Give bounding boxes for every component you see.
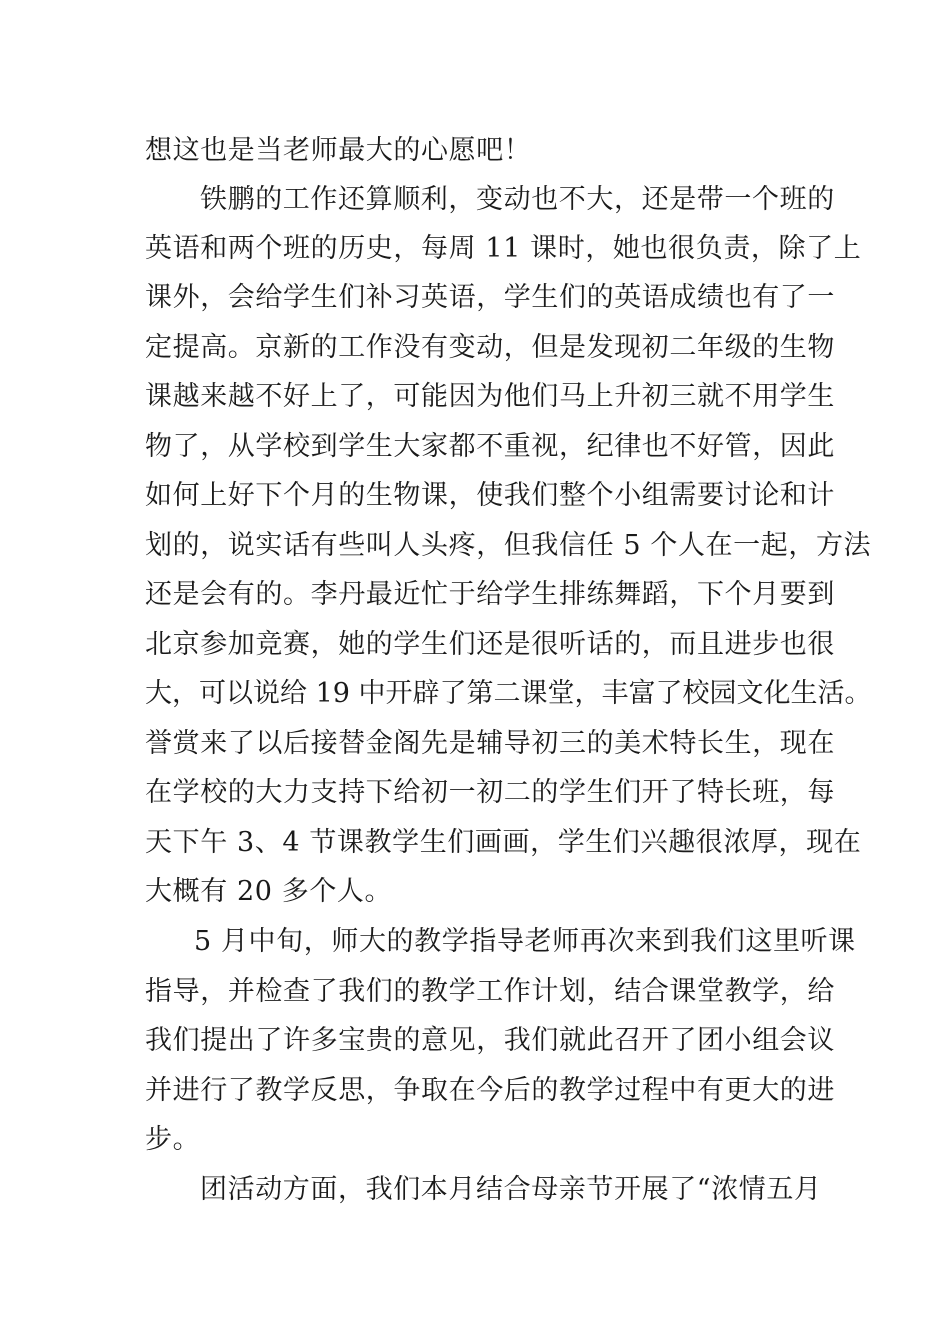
text-line-12: 大，可以说给 19 中开辟了第二课堂，丰富了校园文化生活。 xyxy=(145,678,872,709)
text-line-11: 北京参加竞赛，她的学生们还是很听话的，而且进步也很 xyxy=(145,629,835,660)
text-line-17: 5 月中旬，师大的教学指导老师再次来到我们这里听课 xyxy=(194,926,856,957)
text-line-10: 还是会有的。李丹最近忙于给学生排练舞蹈，下个月要到 xyxy=(145,579,835,610)
text-line-7: 物了，从学校到学生大家都不重视，纪律也不好管，因此 xyxy=(145,431,835,462)
text-line-1: 想这也是当老师最大的心愿吧！ xyxy=(145,135,532,166)
text-line-2: 铁鹏的工作还算顺利，变动也不大，还是带一个班的 xyxy=(200,184,835,215)
text-line-22: 团活动方面，我们本月结合母亲节开展了“浓情五月 xyxy=(200,1174,822,1205)
text-line-16: 大概有 20 多个人。 xyxy=(145,876,393,907)
text-line-6: 课越来越不好上了，可能因为他们马上升初三就不用学生 xyxy=(145,381,835,412)
text-line-8: 如何上好下个月的生物课，使我们整个小组需要讨论和计 xyxy=(145,480,835,511)
text-line-9: 划的，说实话有些叫人头疼，但我信任 5 个人在一起，方法 xyxy=(145,530,872,561)
text-line-19: 我们提出了许多宝贵的意见，我们就此召开了团小组会议 xyxy=(145,1025,835,1056)
text-line-3: 英语和两个班的历史，每周 11 课时，她也很负责，除了上 xyxy=(145,233,862,264)
text-line-20: 并进行了教学反思，争取在今后的教学过程中有更大的进 xyxy=(145,1075,835,1106)
text-line-13: 誉赏来了以后接替金阁先是辅导初三的美术特长生，现在 xyxy=(145,728,835,759)
text-line-18: 指导，并检查了我们的教学工作计划，结合课堂教学，给 xyxy=(145,976,835,1007)
text-line-5: 定提高。京新的工作没有变动，但是发现初二年级的生物 xyxy=(145,332,835,363)
text-line-15: 天下午 3、4 节课教学生们画画，学生们兴趣很浓厚，现在 xyxy=(145,827,862,858)
text-line-4: 课外，会给学生们补习英语，学生们的英语成绩也有了一 xyxy=(145,282,835,313)
text-line-21: 步。 xyxy=(145,1124,201,1155)
text-line-14: 在学校的大力支持下给初一初二的学生们开了特长班，每 xyxy=(145,777,835,808)
